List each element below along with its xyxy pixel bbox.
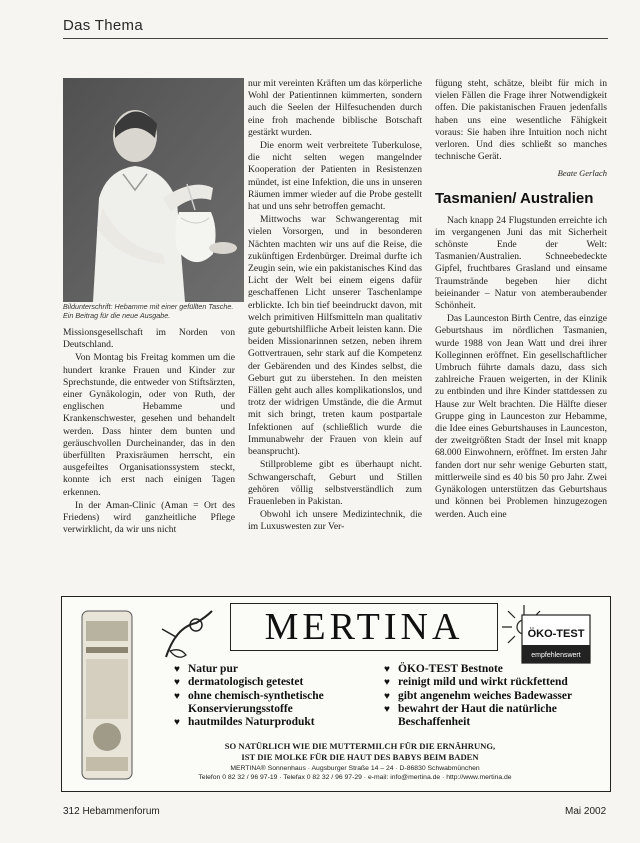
feature-item	[384, 676, 594, 689]
heart-bullet-icon: ♥	[384, 664, 390, 675]
features-right	[384, 663, 594, 729]
heart-bullet-icon: ♥	[174, 717, 180, 729]
badge-title: ÖKO-TEST	[527, 628, 585, 640]
heart-bullet-icon: ♥	[384, 703, 390, 715]
section-header: Das Thema	[63, 17, 143, 34]
feature-text: gibt angenehm weiches Badewasser	[398, 689, 573, 702]
footer-page-label: 312 Hebammenforum	[63, 806, 160, 817]
slogan-line: SO NATÜRLICH WIE DIE MUTTERMILCH FÜR DIE ERNÄHRUNG,	[224, 741, 496, 751]
footer-date: Mai 2002	[565, 806, 607, 817]
paragraph: fügung steht, schätze, bleibt für mich in vielen Fällen die Frage ihrer Notwendigkeit offen. Die pakistanischen Frauen jedenfalls haben uns eine wesentliche Fähigkeit voraus: Sie haben ihre Intuition noch nicht verloren. Und dies schließt so manches technische Gerät.	[435, 78, 607, 163]
feature-item	[384, 703, 594, 730]
paragraph: Mittwochs war Schwangerentag mit vielen Vorsorgen, und in besonderen Nächten machten wir uns auf die Reise, die zukünftigen Erdenbürger. Dreimal durfte ich Zeugin sein, wie ein pakistanisches Kind das Licht der Welt bei einem eigens dafür geschaffenen Licht unserer Taschenlampe erblickte. Ich bin tief beeindruckt davon, mit welch primitiven Hilfsmitteln man qualitativ gute geburtshilfliche Arbeit leisten kann. Die beiden Missionarinnen setzen, neben ihrem Gottvertrauen, sehr stark auf die Kompetenz der Gebärenden und des Kindes selbst, die Geburt gut zu überstehen. In den meisten Fällen geht auch alles komplikationslos, und trotz der widrigen Umstände, die die Armut mit sich bringt, treten kaum postpartale Infektionen auf (schließlich wurde die Immunabwehr der Frauen von klein auf beansprucht).	[248, 214, 422, 458]
feature-item	[174, 663, 384, 676]
feature-text: dermatologisch getestet	[188, 676, 304, 689]
feature-item	[174, 676, 384, 689]
paragraph: Von Montag bis Freitag kommen um die hundert kranke Frauen und Kinder zur Sprechstunde, die entweder von Stiftsärzten, einer Gynäkologin, oder von Ruth, der englischen Hebamme und Krankenschwester, gesehen und behandelt werden. Dass hinter dem bunten und geräuschvollen Durcheinander, das in den überfüllten Praxisräumen herrscht, ein ausgefeiltes Organisationssystem steckt, konnte ich erst nach einigen Tagen erkennen.	[63, 352, 235, 498]
badge-subtitle: empfehlenswert	[531, 652, 581, 659]
paragraph: Stillprobleme gibt es überhaupt nicht. Schwangerschaft, Geburt und Stillen gehören völlig selbstverständlich zum Frauenleben in Pakistan.	[248, 459, 422, 507]
company-info	[180, 764, 530, 782]
feature-item	[174, 690, 384, 717]
company-contact: Telefon 0 82 32 / 96 97-19 · Telefax 0 82 32 / 96 97-29 · e-mail: info@mertina.de · http://www.mertina.de	[198, 774, 512, 781]
paragraph: In der Aman-Clinic (Aman = Ort des Friedens) wird ganzheitliche Pflege verwirklicht, da wir uns nicht	[63, 499, 235, 536]
heart-bullet-icon: ♥	[384, 690, 390, 702]
paragraph: Die enorm weit verbreitete Tuberkulose, die nicht selten wegen mangelnder Kooperation der Patienten in Resistenzen mündet, ist eine Infektion, die uns in unseren Räumen immer wieder auf die Probe gestellt hat und uns sehr betroffen gemacht.	[248, 140, 422, 213]
feature-text: ÖKO-TEST Bestnote	[398, 663, 503, 675]
paragraph: Das Launceston Birth Centre, das einzige Geburtshaus im nördlichen Tasmanien, wurde 1988 von Jean Watt und drei ihrer Kolleginnen eröffnet. Ein gesellschaftlicher Umbruch führte damals dazu, dass sich zahlreiche Frauen weigerten, in der Klinik zu entbinden und ihre Kinder stattdessen zu Hause zur Welt brachten. Die Hälfte dieser Gruppe ging in Launceston zur Hebamme, die Idee eines Geburtshauses in Launceston, der zweitgrößten Stadt der Insel mit knapp 68.000 Einwohnern, eröffnet. Im ersten Jahr fanden dort nur sehr wenige Geburten statt, mittlerweile sind es 40 bis 50 pro Jahr. Zwei Gynäkologen unterstützen das Geburtshaus und können bei Problemen hinzugezogen werden. Auch eine	[435, 313, 607, 520]
photo-caption: Bildunterschrift: Hebamme mit einer gefüllten Tasche. Ein Beitrag für die neue Ausgabe.	[63, 302, 234, 320]
paragraph: Missionsgesellschaft im Norden von Deutschland.	[63, 327, 235, 351]
stork-icon	[156, 607, 222, 663]
section-title: Tasmanien/ Australien	[435, 189, 594, 207]
text-column-3	[435, 78, 607, 522]
feature-item	[174, 716, 384, 729]
paragraph: Nach knapp 24 Flugstunden erreichte ich im vergangenen Juni das mit Sicherheit schönste Ende der Welt: Tasmanien/Australien. Schneebedeckte Gipfel, fruchtbares Grasland und einsame Traumstrände begeben hier dicht beieinander – Natur von atemberaubender Schönheit.	[435, 214, 607, 312]
brand-logo: MERTINA	[230, 603, 498, 651]
photo-illustration	[63, 78, 244, 302]
feature-text: bewahrt der Haut die natürliche Beschaffenheit	[398, 702, 557, 729]
author-signature: Beate Gerlach	[557, 168, 607, 179]
heart-bullet-icon: ♥	[384, 677, 390, 689]
slogan-line: IST DIE MOLKE FÜR DIE HAUT DES BABYS BEIM BADEN	[241, 751, 479, 762]
feature-text: ohne chemisch-synthetische Konservierungsstoffe	[188, 689, 324, 715]
ad-slogan	[190, 741, 530, 762]
paragraph: Obwohl ich unsere Medizintechnik, die im Luxuswesten zur Ver-	[248, 509, 422, 533]
heart-bullet-icon: ♥	[174, 677, 180, 689]
product-bottle-image	[76, 607, 138, 783]
heart-bullet-icon: ♥	[174, 664, 180, 675]
text-column-2	[248, 78, 422, 535]
feature-text: reinigt mild und wirkt rückfettend	[398, 676, 568, 689]
oeko-test-badge	[520, 613, 592, 665]
header-rule	[63, 38, 608, 39]
features-left	[174, 663, 384, 729]
feature-item	[384, 690, 594, 703]
text-column-1	[63, 327, 235, 537]
article-photo	[63, 78, 244, 302]
feature-item	[384, 663, 594, 676]
paragraph: nur mit vereinten Kräften um das körperliche Wohl der Patientinnen kümmerten, sondern auch die Seelen der Hilfesuchenden durch eine froh machende biblische Botschaft gestärkt wurden.	[248, 78, 422, 138]
mertina-advertisement	[61, 596, 611, 792]
company-address: MERTINA® Sonnenhaus · Augsburger Straße 14 – 24 · D-86830 Schwabmünchen	[230, 765, 480, 772]
feature-text: hautmildes Naturprodukt	[188, 716, 315, 729]
feature-text: Natur pur	[188, 663, 238, 675]
heart-bullet-icon: ♥	[174, 690, 180, 702]
